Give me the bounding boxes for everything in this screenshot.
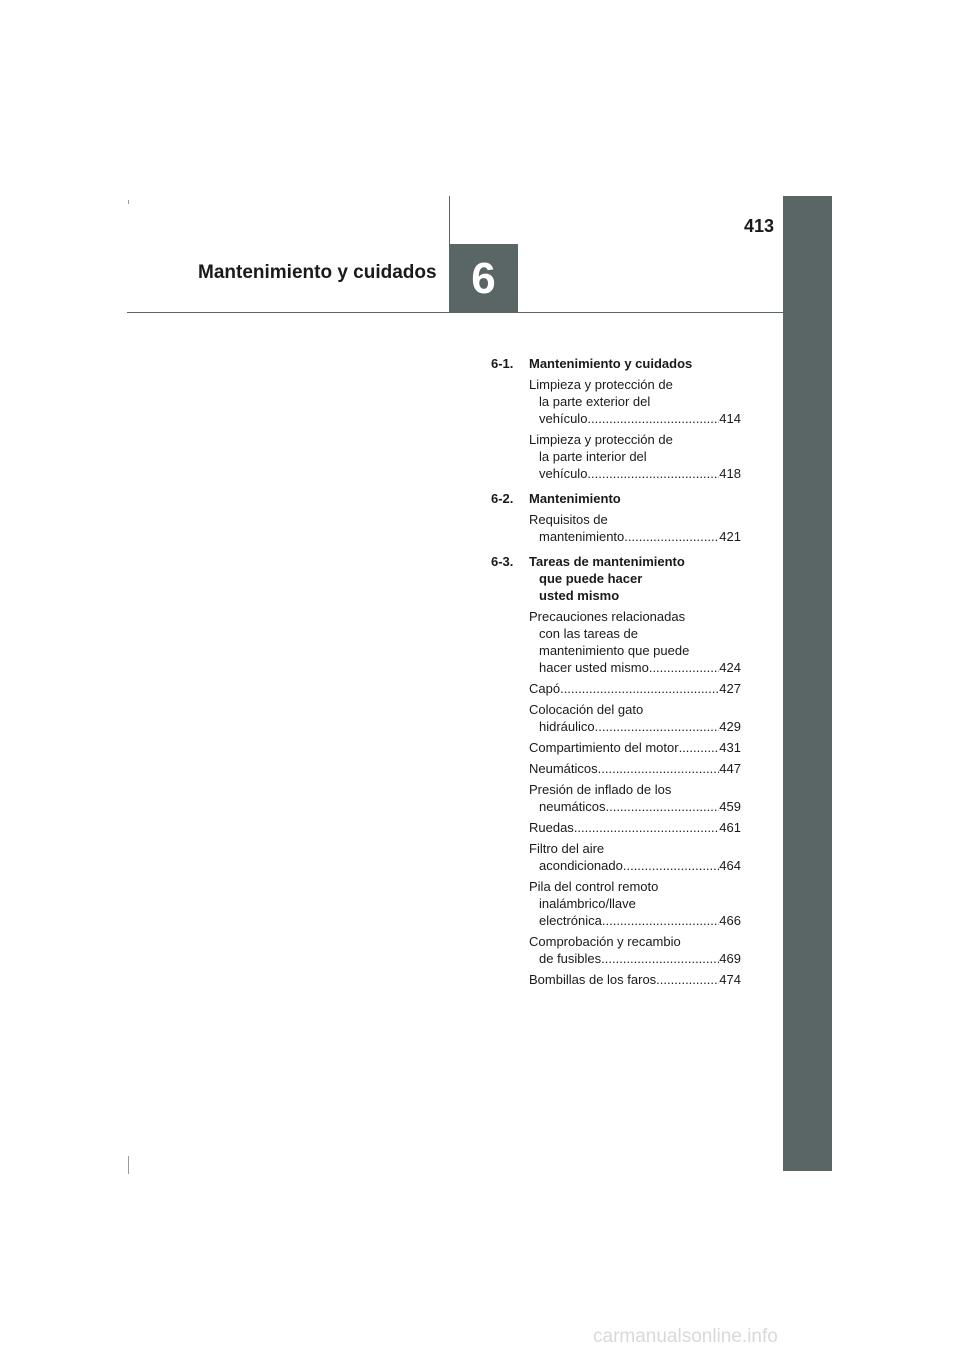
toc-entry-line: la parte exterior del bbox=[539, 394, 651, 409]
toc-leader-dots bbox=[598, 760, 720, 777]
toc-entry-text: acondicionado bbox=[539, 858, 623, 873]
toc-entry-page: 447 bbox=[719, 761, 741, 776]
toc-leader-dots bbox=[587, 410, 719, 427]
toc-entry-text: mantenimiento bbox=[539, 529, 625, 544]
toc-section bbox=[491, 553, 741, 988]
toc-entry-text: vehículo bbox=[539, 411, 588, 426]
toc-entry-text: electrónica bbox=[539, 913, 602, 928]
toc-entry-line: Pila del control remoto bbox=[529, 879, 659, 894]
toc-section-heading bbox=[491, 553, 741, 604]
toc-leader-dots bbox=[623, 857, 719, 874]
toc-entry-last-line bbox=[529, 798, 741, 815]
toc-entry-page: 466 bbox=[719, 913, 741, 928]
toc-leader-dots bbox=[624, 528, 719, 545]
toc-entry-page: 464 bbox=[719, 858, 741, 873]
toc-entry-line: Requisitos de bbox=[529, 512, 608, 527]
toc-entry-text: vehículo bbox=[539, 466, 588, 481]
toc-entry-text: Bombillas de los faros bbox=[529, 972, 657, 987]
toc-entry bbox=[529, 701, 741, 735]
toc-entry-last-line bbox=[529, 971, 741, 988]
toc-leader-dots bbox=[605, 798, 719, 815]
toc-entry-line: Limpieza y protección de bbox=[529, 377, 673, 392]
toc-entry-page: 459 bbox=[719, 799, 741, 814]
toc-section-title bbox=[529, 490, 621, 507]
toc-entry-last-line bbox=[529, 528, 741, 545]
toc-entry bbox=[529, 781, 741, 815]
chapter-number-box: 6 bbox=[449, 244, 518, 313]
toc-section-heading bbox=[491, 490, 741, 507]
toc-leader-dots bbox=[595, 718, 720, 735]
toc-entry-last-line bbox=[529, 659, 741, 676]
toc-entry-page: 429 bbox=[719, 719, 741, 734]
toc-entry-line: Presión de inflado de los bbox=[529, 782, 672, 797]
toc-section-title bbox=[529, 553, 685, 604]
toc-entry bbox=[529, 819, 741, 836]
toc-entry-last-line bbox=[529, 857, 741, 874]
toc-section bbox=[491, 490, 741, 545]
chapter-title: Mantenimiento y cuidados bbox=[198, 262, 437, 283]
toc-leader-dots bbox=[602, 912, 719, 929]
toc-section-heading bbox=[491, 355, 741, 372]
toc-entry-last-line bbox=[529, 465, 741, 482]
toc-leader-dots bbox=[574, 819, 719, 836]
toc-entry bbox=[529, 933, 741, 967]
toc-entry bbox=[529, 840, 741, 874]
toc-section-title bbox=[529, 355, 692, 372]
toc-entry bbox=[529, 971, 741, 988]
toc-entry-text: hacer usted mismo bbox=[539, 660, 649, 675]
toc-leader-dots bbox=[679, 739, 720, 756]
toc-section-number: 6-1. bbox=[491, 356, 514, 371]
toc-section bbox=[491, 355, 741, 482]
toc-entry-last-line bbox=[529, 410, 741, 427]
toc-entry-last-line bbox=[529, 760, 741, 777]
toc-entry-text: Capó bbox=[529, 681, 561, 696]
toc-entry bbox=[529, 760, 741, 777]
header-horizontal-rule bbox=[127, 312, 783, 313]
toc-entry-text: Compartimiento del motor bbox=[529, 740, 679, 755]
toc-entry-last-line bbox=[529, 819, 741, 836]
toc-entry-text: Ruedas bbox=[529, 820, 574, 835]
toc-entry bbox=[529, 739, 741, 756]
toc-entry-line: Filtro del aire bbox=[529, 841, 605, 856]
toc-entry-line: Colocación del gato bbox=[529, 702, 644, 717]
toc-entry-line: mantenimiento que puede bbox=[539, 643, 690, 658]
toc-entry-line: Limpieza y protección de bbox=[529, 432, 673, 447]
crop-mark bbox=[128, 200, 129, 204]
toc-entry-page: 431 bbox=[719, 740, 741, 755]
toc-entry-line: Comprobación y recambio bbox=[529, 934, 681, 949]
toc-leader-dots bbox=[601, 950, 719, 967]
toc-entry-page: 474 bbox=[719, 972, 741, 987]
toc-entry bbox=[529, 376, 741, 427]
toc-entry-text: hidráulico bbox=[539, 719, 595, 734]
toc-entry-text: neumáticos bbox=[539, 799, 606, 814]
toc-entry bbox=[529, 878, 741, 929]
table-of-contents bbox=[491, 355, 741, 996]
toc-entry-page: 427 bbox=[719, 681, 741, 696]
toc-entry-page: 414 bbox=[719, 411, 741, 426]
toc-section-title-line: usted mismo bbox=[539, 588, 620, 603]
toc-entry-page: 469 bbox=[719, 951, 741, 966]
crop-mark bbox=[128, 1156, 129, 1174]
chapter-side-tab bbox=[783, 196, 832, 1171]
toc-section-number: 6-2. bbox=[491, 491, 514, 506]
toc-entry-last-line bbox=[529, 912, 741, 929]
toc-entry-line: inalámbrico/llave bbox=[539, 896, 636, 911]
watermark: carmanualsonline.info bbox=[593, 1326, 778, 1347]
toc-leader-dots bbox=[656, 971, 719, 988]
toc-leader-dots bbox=[587, 465, 719, 482]
toc-section-title-line: Mantenimiento bbox=[529, 491, 621, 506]
toc-entry bbox=[529, 680, 741, 697]
toc-section-title-line: Tareas de mantenimiento bbox=[529, 554, 685, 569]
toc-entry-line: la parte interior del bbox=[539, 449, 647, 464]
toc-leader-dots bbox=[649, 659, 719, 676]
toc-entry-text: Neumáticos bbox=[529, 761, 598, 776]
page-number: 413 bbox=[743, 216, 774, 236]
toc-entry-page: 461 bbox=[719, 820, 741, 835]
toc-entry-last-line bbox=[529, 680, 741, 697]
toc-entry-page: 424 bbox=[719, 660, 741, 675]
toc-leader-dots bbox=[560, 680, 719, 697]
toc-entry-last-line bbox=[529, 739, 741, 756]
toc-entry bbox=[529, 511, 741, 545]
toc-entry-page: 421 bbox=[719, 529, 741, 544]
toc-section-title-line: Mantenimiento y cuidados bbox=[529, 356, 693, 371]
toc-section-number: 6-3. bbox=[491, 554, 514, 569]
toc-entry-text: de fusibles bbox=[539, 951, 602, 966]
toc-entry bbox=[529, 608, 741, 676]
toc-entry-line: Precauciones relacionadas bbox=[529, 609, 686, 624]
header-vertical-rule bbox=[449, 196, 450, 244]
toc-section-title-line: que puede hacer bbox=[539, 571, 643, 586]
toc-entry bbox=[529, 431, 741, 482]
toc-entry-page: 418 bbox=[719, 466, 741, 481]
toc-entry-last-line bbox=[529, 950, 741, 967]
toc-entry-last-line bbox=[529, 718, 741, 735]
toc-entry-line: con las tareas de bbox=[539, 626, 639, 641]
